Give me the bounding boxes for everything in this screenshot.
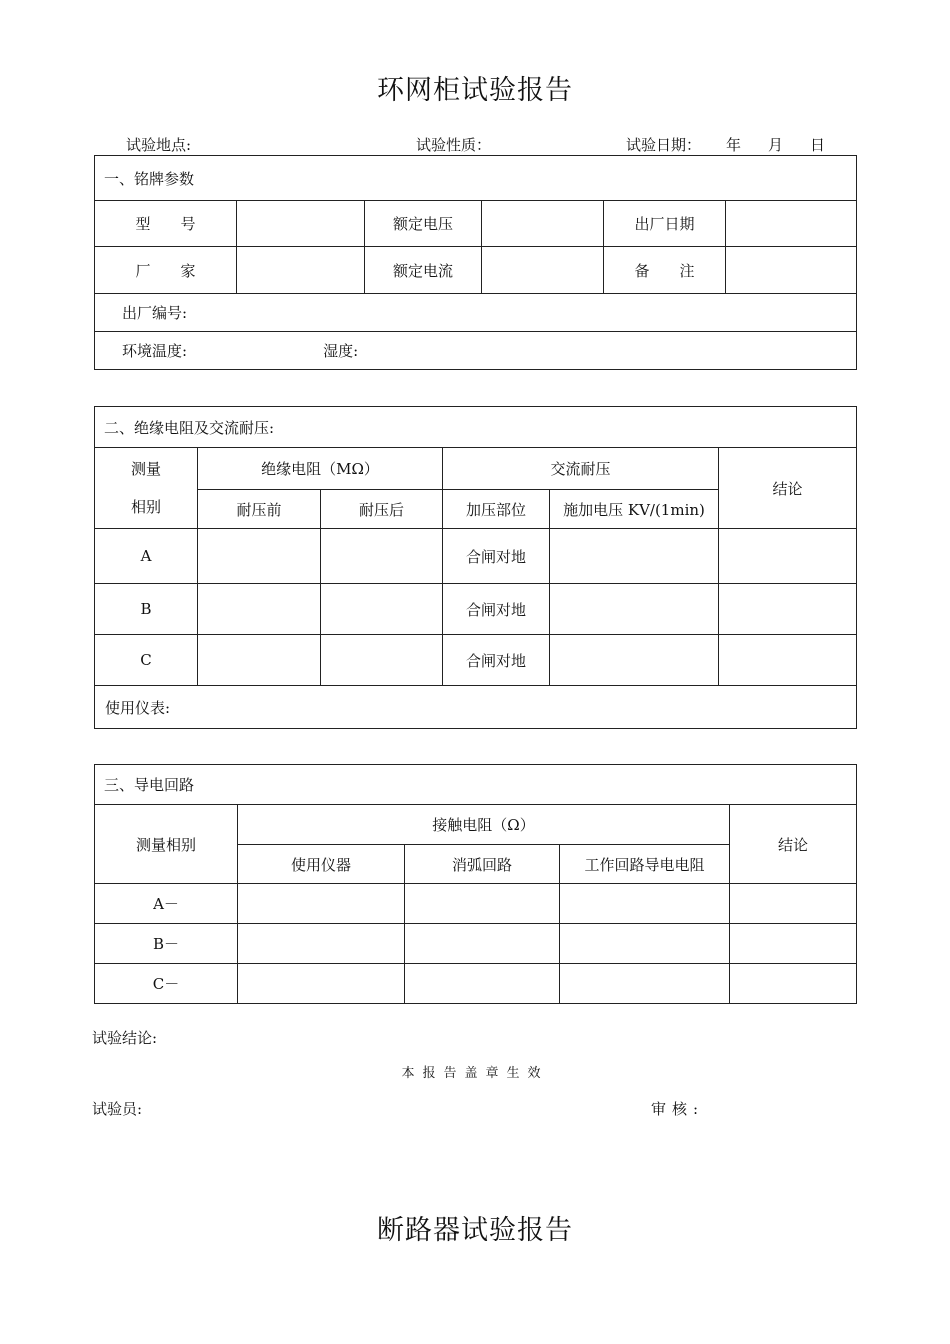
voltage-value-cell[interactable]: [550, 529, 719, 584]
environment-row: [95, 332, 857, 370]
phase-c-label: C: [95, 635, 198, 686]
phase-header: [95, 448, 198, 529]
stamp-note: 本报告盖章生效: [401, 1066, 549, 1081]
part-b-label: 合闸对地: [443, 584, 550, 635]
voltage-value-cell[interactable]: [550, 635, 719, 686]
tester-label: 试验员:: [92, 1100, 143, 1118]
phase-header-line1: 测量: [130, 460, 161, 478]
work-circuit-header: 工作回路导电电阻: [560, 845, 730, 884]
instrument-value-cell[interactable]: [238, 924, 405, 964]
test-date-label: 试验日期：: [626, 136, 702, 154]
test-nature-label: 试验性质：: [416, 136, 492, 154]
factory-date-value-cell[interactable]: [726, 201, 857, 247]
manufacturer-value-cell[interactable]: [237, 247, 365, 294]
rated-voltage-value-cell[interactable]: [482, 201, 604, 247]
work-value-cell[interactable]: [560, 924, 730, 964]
remarks-label: 备 注: [604, 247, 726, 294]
before-value-cell[interactable]: [198, 584, 321, 635]
rated-voltage-label: 额定电压: [365, 201, 482, 247]
remarks-value-cell[interactable]: [726, 247, 857, 294]
table-row: [95, 964, 857, 1004]
date-day-label: 日: [810, 136, 826, 154]
manufacturer-label: 厂 家: [95, 247, 237, 294]
conclusion-value-cell[interactable]: [719, 635, 857, 686]
instrument-label: 使用仪表:: [95, 686, 857, 729]
insulation-header: 绝缘电阻（MΩ）: [198, 448, 443, 490]
rated-current-label: 额定电流: [365, 247, 482, 294]
instrument-value-cell[interactable]: [238, 964, 405, 1004]
work-value-cell[interactable]: [560, 884, 730, 924]
ambient-temp-label: 环境温度:: [122, 342, 188, 360]
reviewer-label: 审核:: [651, 1100, 705, 1118]
after-value-cell[interactable]: [321, 529, 443, 584]
before-value-cell[interactable]: [198, 529, 321, 584]
part-header: 加压部位: [443, 490, 550, 529]
after-value-cell[interactable]: [321, 635, 443, 686]
humidity-label: 湿度:: [323, 342, 359, 360]
arc-value-cell[interactable]: [405, 884, 560, 924]
applied-voltage-header: 施加电压 KV/(1min): [550, 490, 719, 529]
section2-heading: 二、绝缘电阻及交流耐压:: [95, 407, 857, 448]
conductive-circuit-table: [94, 764, 857, 1004]
voltage-value-cell[interactable]: [550, 584, 719, 635]
contact-resistance-header: 接触电阻（Ω）: [238, 805, 730, 845]
conclusion-value-cell[interactable]: [730, 964, 857, 1004]
second-report-title: 断路器试验报告: [377, 1215, 573, 1246]
model-label: 型 号: [95, 201, 237, 247]
factory-date-label: 出厂日期: [604, 201, 726, 247]
conclusion-header: 结论: [719, 448, 857, 529]
table-row: [95, 529, 857, 584]
conclusion-value-cell[interactable]: [730, 924, 857, 964]
nameplate-table: [94, 155, 857, 370]
date-year-label: 年: [726, 136, 742, 154]
arc-value-cell[interactable]: [405, 924, 560, 964]
report-title: 环网柜试验报告: [377, 75, 573, 106]
conclusion-value-cell[interactable]: [719, 584, 857, 635]
phase-c-label: C－: [95, 964, 238, 1004]
section1-heading: 一、铭牌参数: [95, 156, 857, 201]
after-value-cell[interactable]: [321, 584, 443, 635]
phase-header: 测量相别: [95, 805, 238, 884]
arc-value-cell[interactable]: [405, 964, 560, 1004]
table-row: [95, 884, 857, 924]
arc-circuit-header: 消弧回路: [405, 845, 560, 884]
instrument-header: 使用仪器: [238, 845, 405, 884]
work-value-cell[interactable]: [560, 964, 730, 1004]
after-header: 耐压后: [321, 490, 443, 529]
table-row: [95, 584, 857, 635]
insulation-table: [94, 406, 857, 729]
phase-b-label: B－: [95, 924, 238, 964]
phase-b-label: B: [95, 584, 198, 635]
part-a-label: 合闸对地: [443, 529, 550, 584]
test-conclusion-label: 试验结论:: [92, 1029, 158, 1047]
phase-header-line2: 相别: [130, 498, 161, 516]
table-row: [95, 635, 857, 686]
table-row: [95, 924, 857, 964]
before-header: 耐压前: [198, 490, 321, 529]
ac-withstand-header: 交流耐压: [443, 448, 719, 490]
conclusion-header: 结论: [730, 805, 857, 884]
date-month-label: 月: [768, 136, 784, 154]
conclusion-value-cell[interactable]: [719, 529, 857, 584]
model-value-cell[interactable]: [237, 201, 365, 247]
phase-a-label: A: [95, 529, 198, 584]
serial-no-label: 出厂编号:: [95, 294, 857, 332]
section3-heading: 三、导电回路: [95, 765, 857, 805]
instrument-value-cell[interactable]: [238, 884, 405, 924]
rated-current-value-cell[interactable]: [482, 247, 604, 294]
phase-a-label: A－: [95, 884, 238, 924]
test-site-label: 试验地点:: [126, 136, 192, 154]
part-c-label: 合闸对地: [443, 635, 550, 686]
conclusion-value-cell[interactable]: [730, 884, 857, 924]
before-value-cell[interactable]: [198, 635, 321, 686]
